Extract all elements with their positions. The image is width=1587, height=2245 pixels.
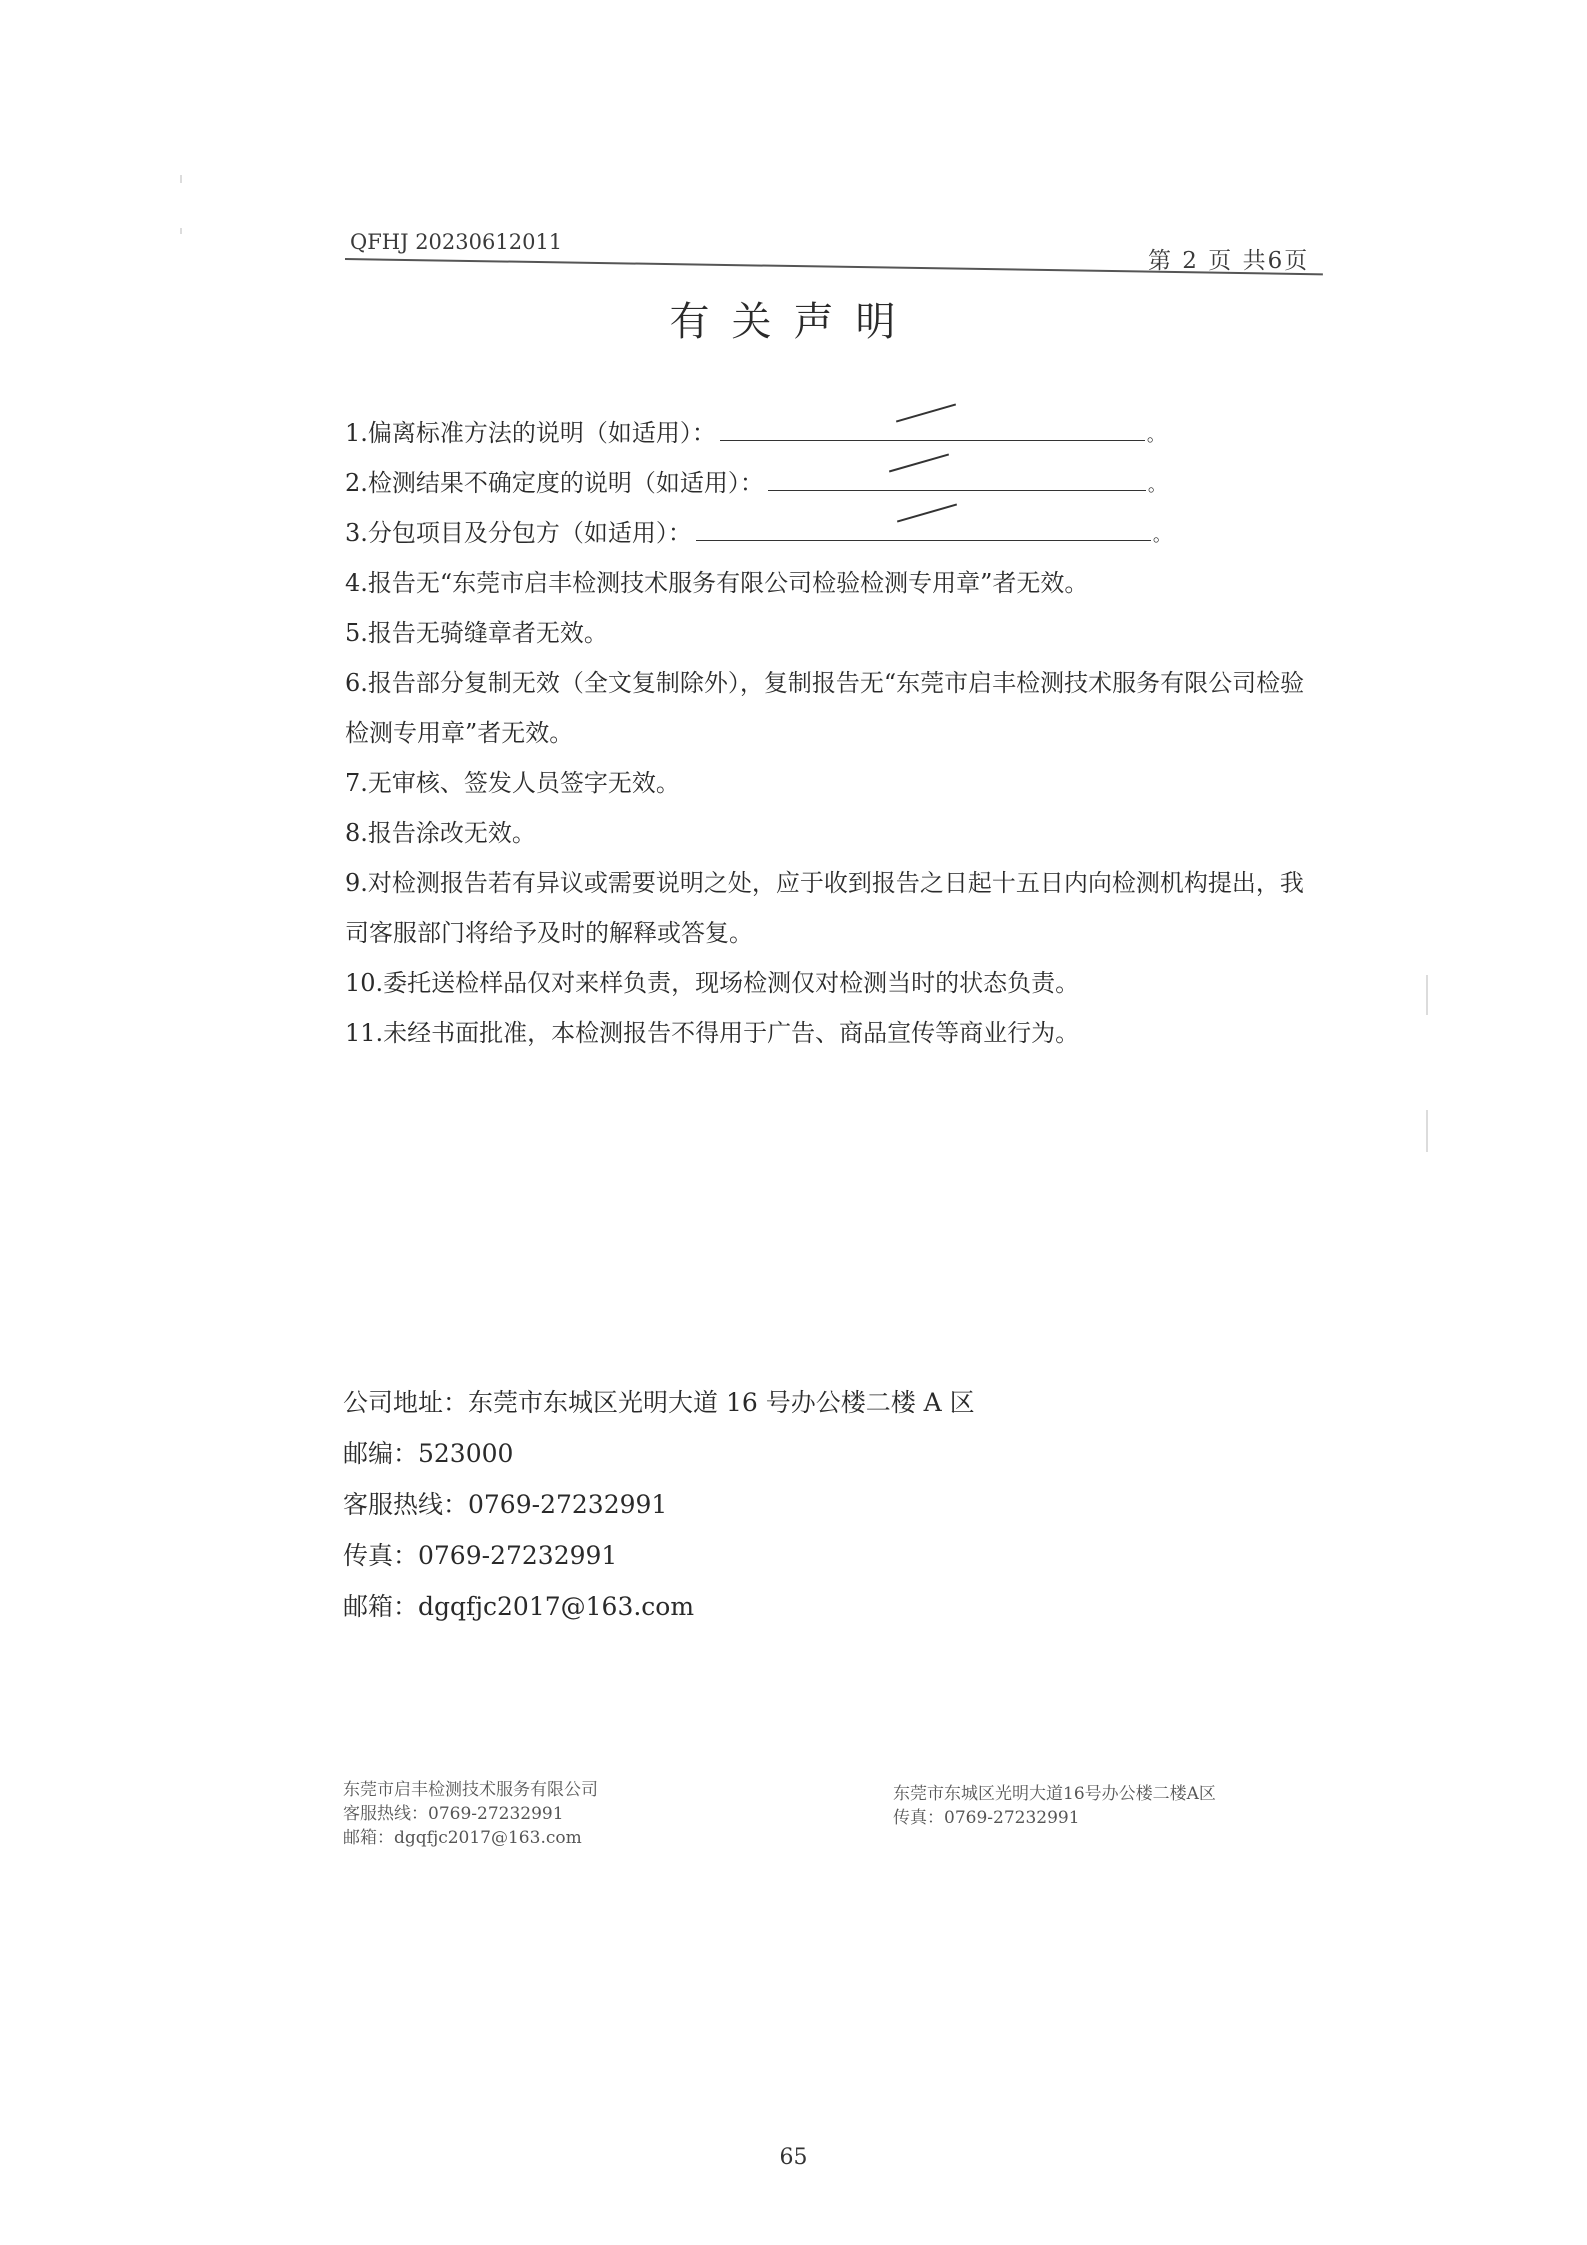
statement-item <box>345 608 1325 658</box>
footer-fax: 传真：0769-27232991 <box>893 1808 1080 1828</box>
statement-item <box>345 808 1325 858</box>
fill-blank-line <box>720 422 1145 441</box>
statement-item <box>345 658 1325 758</box>
statement-text: 10.委托送检样品仅对来样负责，现场检测仅对检测当时的状态负责。 <box>345 969 1080 997</box>
statement-text: 1.偏离标准方法的说明（如适用）： <box>345 419 716 447</box>
fax: 传真：0769-27232991 <box>343 1541 618 1570</box>
statements-list <box>345 408 1325 1058</box>
scan-mark <box>1426 1110 1428 1152</box>
footer-hotline: 客服热线：0769-27232991 <box>343 1804 564 1824</box>
scan-mark <box>180 175 182 183</box>
statement-item <box>345 1008 1325 1058</box>
statement-item <box>345 508 1325 558</box>
statement-text: 3.分包项目及分包方（如适用）： <box>345 519 692 547</box>
fill-blank-line <box>696 522 1151 541</box>
blank-period: 。 <box>1146 425 1165 446</box>
statement-item <box>345 558 1325 608</box>
statement-item <box>345 458 1325 508</box>
blank-period: 。 <box>1152 525 1171 546</box>
statement-text: 2.检测结果不确定度的说明（如适用）： <box>345 469 764 497</box>
scan-mark <box>180 228 182 234</box>
report-number: QFHJ 20230612011 <box>350 230 563 254</box>
footer-email: 邮箱：dgqfjc2017@163.com <box>343 1828 582 1848</box>
footer-left <box>343 1778 598 1850</box>
blank-slash-mark <box>896 403 956 422</box>
page-count: 第 2 页 共6页 <box>1148 248 1310 274</box>
statement-text: 8.报告涂改无效。 <box>345 819 536 847</box>
scan-mark <box>1426 975 1428 1015</box>
statement-text: 11.未经书面批准，本检测报告不得用于广告、商品宣传等商业行为。 <box>345 1019 1080 1047</box>
company-address: 公司地址：东莞市东城区光明大道 16 号办公楼二楼 A 区 <box>343 1388 975 1417</box>
statement-item <box>345 408 1325 458</box>
hotline: 客服热线：0769-27232991 <box>343 1490 668 1519</box>
page-title: 有关声明 <box>669 299 918 345</box>
postcode: 邮编：523000 <box>343 1439 514 1468</box>
statement-text: 4.报告无“东莞市启丰检测技术服务有限公司检验检测专用章”者无效。 <box>345 569 1089 597</box>
statement-text: 9.对检测报告若有异议或需要说明之处，应于收到报告之日起十五日内向检测机构提出，我司客服部门将给予及时的解释或答复。 <box>345 869 1304 947</box>
statement-text: 5.报告无骑缝章者无效。 <box>345 619 608 647</box>
statement-text: 7.无审核、签发人员签字无效。 <box>345 769 680 797</box>
page-number: 65 <box>779 2145 808 2170</box>
statement-item <box>345 758 1325 808</box>
contact-info <box>343 1377 975 1632</box>
statement-item <box>345 958 1325 1008</box>
email: 邮箱：dgqfjc2017@163.com <box>343 1592 695 1621</box>
footer-address: 东莞市东城区光明大道16号办公楼二楼A区 <box>893 1784 1216 1804</box>
statement-item <box>345 858 1325 958</box>
fill-blank-line <box>768 472 1146 491</box>
footer-company: 东莞市启丰检测技术服务有限公司 <box>343 1780 598 1800</box>
statement-text: 6.报告部分复制无效（全文复制除外），复制报告无“东莞市启丰检测技术服务有限公司检验检测专用章”者无效。 <box>345 669 1305 747</box>
footer-right <box>893 1782 1216 1830</box>
blank-period: 。 <box>1147 475 1166 496</box>
